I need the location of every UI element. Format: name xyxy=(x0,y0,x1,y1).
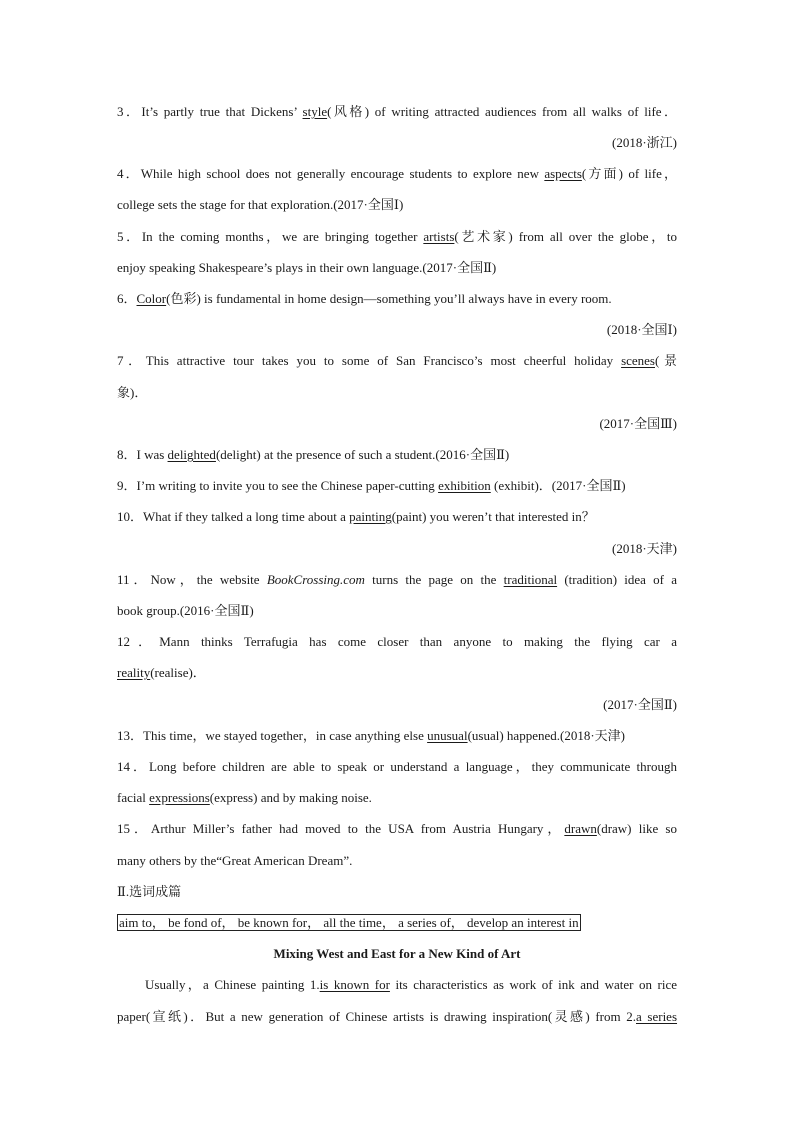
answer-traditional: traditional xyxy=(503,572,558,587)
answer-artists: artists xyxy=(423,229,455,244)
answer-scenes: scenes xyxy=(621,353,655,368)
answer-delighted: delighted xyxy=(167,447,216,462)
question-12-line1: 12．Mann thinks Terrafugia has come closer than anyone to making the flying car a xyxy=(117,634,677,649)
question-8: 8．I was delighted(delight) at the presence of such a student.(2016·全国Ⅱ) xyxy=(117,447,510,462)
question-5-line2: enjoy speaking Shakespeare’s plays in their own language.(2017·全国Ⅱ) xyxy=(117,260,497,275)
website-name: BookCrossing.com xyxy=(266,572,365,587)
question-7-line1: 7．This attractive tour takes you to some of San Francisco’s most cheerful holiday scenes(景 xyxy=(117,353,677,368)
question-11-line1: 11．Now，the website BookCrossing.com turns the page on the traditional (tradition) idea of a xyxy=(117,572,677,587)
answer-drawn: drawn xyxy=(564,821,597,836)
question-6: 6．Color(色彩) is fundamental in home design—something you’ll always have in every room. xyxy=(117,291,612,306)
answer-painting: painting xyxy=(349,509,392,524)
answer-expressions: expressions xyxy=(149,790,210,805)
answer-style: style xyxy=(302,104,328,119)
section-2-heading: Ⅱ.选词成篇 xyxy=(117,884,182,899)
question-12-line2: reality(realise)． xyxy=(117,665,206,680)
blank-1-answer: is known for xyxy=(319,977,390,992)
answer-unusual: unusual xyxy=(427,728,468,743)
source-q7: (2017·全国Ⅲ) xyxy=(599,416,677,431)
passage-title: Mixing West and East for a New Kind of Art xyxy=(273,946,521,961)
question-14-line1: 14．Long before children are able to speak or understand a language，they communicate through xyxy=(117,759,677,774)
question-5-line1: 5．In the coming months，we are bringing together artists(艺术家) from all over the globe，to xyxy=(117,229,677,244)
question-15-line2: many others by the“Great American Dream”. xyxy=(117,853,353,868)
answer-reality: reality xyxy=(117,665,151,680)
question-3: 3．It’s partly true that Dickens’ style(风格) of writing attracted audiences from all walks of life． xyxy=(117,104,678,119)
source-q3: (2018·浙江) xyxy=(612,135,677,150)
question-13: 13．This time，we stayed together，in case anything else unusual(usual) happened.(2018·天津) xyxy=(117,728,625,743)
question-10: 10．What if they talked a long time about a painting(paint) you weren’t that interested in？ xyxy=(117,509,595,524)
source-q6: (2018·全国Ⅰ) xyxy=(606,322,677,337)
source-q12: (2017·全国Ⅱ) xyxy=(603,697,677,712)
question-11-line2: book group.(2016·全国Ⅱ) xyxy=(117,603,254,618)
question-7-line2: 象)． xyxy=(117,385,148,400)
passage-line2: paper(宣纸)．But a new generation of Chinese artists is drawing inspiration(灵感) from 2.a series xyxy=(117,1009,678,1024)
blank-2-answer: a series xyxy=(636,1009,678,1024)
question-9: 9．I’m writing to invite you to see the Chinese paper-cutting exhibition (exhibit)．(2017·全国Ⅱ) xyxy=(117,478,626,493)
question-4-line2: college sets the stage for that exploration.(2017·全国Ⅰ) xyxy=(117,197,404,212)
source-q10: (2018·天津) xyxy=(612,541,677,556)
passage-line1: Usually，a Chinese painting 1.is known for its characteristics as work of ink and water on rice xyxy=(145,977,678,992)
question-14-line2: facial expressions(express) and by making noise. xyxy=(117,790,372,805)
answer-aspects: aspects xyxy=(544,166,582,181)
answer-exhibition: exhibition xyxy=(438,478,491,493)
word-bank-box: aim to， be fond of， be known for， all the time， a series of， develop an interest in xyxy=(119,915,579,930)
question-4-line1: 4．While high school does not generally encourage students to explore new aspects(方面) of life， xyxy=(117,166,677,181)
word-bank xyxy=(117,914,677,932)
answer-color: Color xyxy=(136,291,167,306)
question-15-line1: 15．Arthur Miller’s father had moved to the USA from Austria Hungary，drawn(draw) like so xyxy=(117,821,677,836)
